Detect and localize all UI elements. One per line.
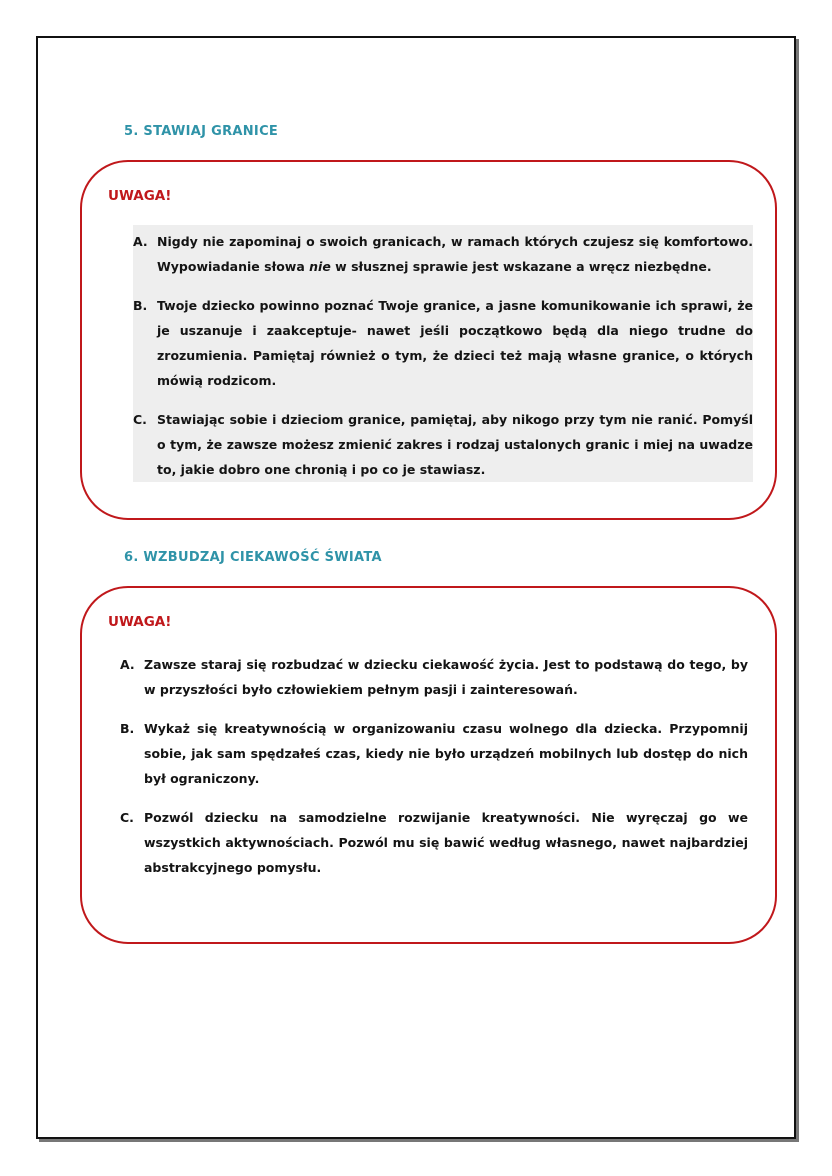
warning-label: UWAGA! (108, 188, 172, 204)
list-item (133, 229, 753, 279)
list-item (120, 805, 748, 880)
list-item (133, 407, 753, 482)
list-item-text: Pozwól dziecku na samodzielne rozwijanie kreatywności. Nie wyręczaj go we wszystkich aktywnościach. Pozwól mu się bawić według własnego, nawet najbardziej abstrakcyjnego pomysłu. (144, 810, 748, 875)
callout-box-wzbudzaj-ciekawosc (80, 586, 777, 944)
list-marker: B. (120, 721, 135, 736)
list-item-text: Zawsze staraj się rozbudzać w dziecku ciekawość życia. Jest to podstawą do tego, by w przyszłości było człowiekiem pełnym pasji i zainteresowań. (144, 657, 748, 697)
list-item-text-part: w słusznej sprawie jest wskazane a wręcz niezbędne. (330, 259, 712, 274)
list-marker: B. (133, 298, 148, 313)
tips-list (133, 225, 753, 482)
list-marker: A. (120, 657, 135, 672)
tips-list (120, 652, 748, 894)
section-heading-wzbudzaj-ciekawosc: 6. WZBUDZAJ CIEKAWOŚĆ ŚWIATA (124, 550, 382, 565)
list-marker: A. (133, 234, 148, 249)
list-item-text: Stawiając sobie i dzieciom granice, pamiętaj, aby nikogo przy tym nie ranić. Pomyśl o tym, że zawsze możesz zmienić zakres i rodzaj ustalonych granic i miej na uwadze to, jakie dobro one chronią i po co je stawiasz. (157, 412, 753, 477)
list-item-text: Twoje dziecko powinno poznać Twoje granice, a jasne komunikowanie ich sprawi, że je uszanuje i zaakceptuje- nawet jeśli początkowo będą dla niego trudne do zrozumienia. Pamiętaj również o tym, że dzieci też mają własne granice, o których mówią rodzicom. (157, 298, 753, 388)
callout-box-stawiaj-granice (80, 160, 777, 520)
list-item-text-part: Nigdy nie zapominaj o swoich granicach, w ramach których czujesz się komfortowo. Wypowiadanie słowa (157, 234, 753, 274)
list-item (120, 716, 748, 791)
section-heading-stawiaj-granice: 5. STAWIAJ GRANICE (124, 124, 279, 139)
list-item (133, 293, 753, 393)
list-marker: C. (133, 412, 147, 427)
warning-label: UWAGA! (108, 614, 172, 630)
list-item-text: Wykaż się kreatywnością w organizowaniu czasu wolnego dla dziecka. Przypomnij sobie, jak sam spędzałeś czas, kiedy nie było urządzeń mobilnych lub dostęp do nich był ograniczony. (144, 721, 748, 786)
emphasized-word: nie (309, 259, 331, 274)
list-marker: C. (120, 810, 134, 825)
list-item (120, 652, 748, 702)
list-item-text (157, 229, 753, 279)
